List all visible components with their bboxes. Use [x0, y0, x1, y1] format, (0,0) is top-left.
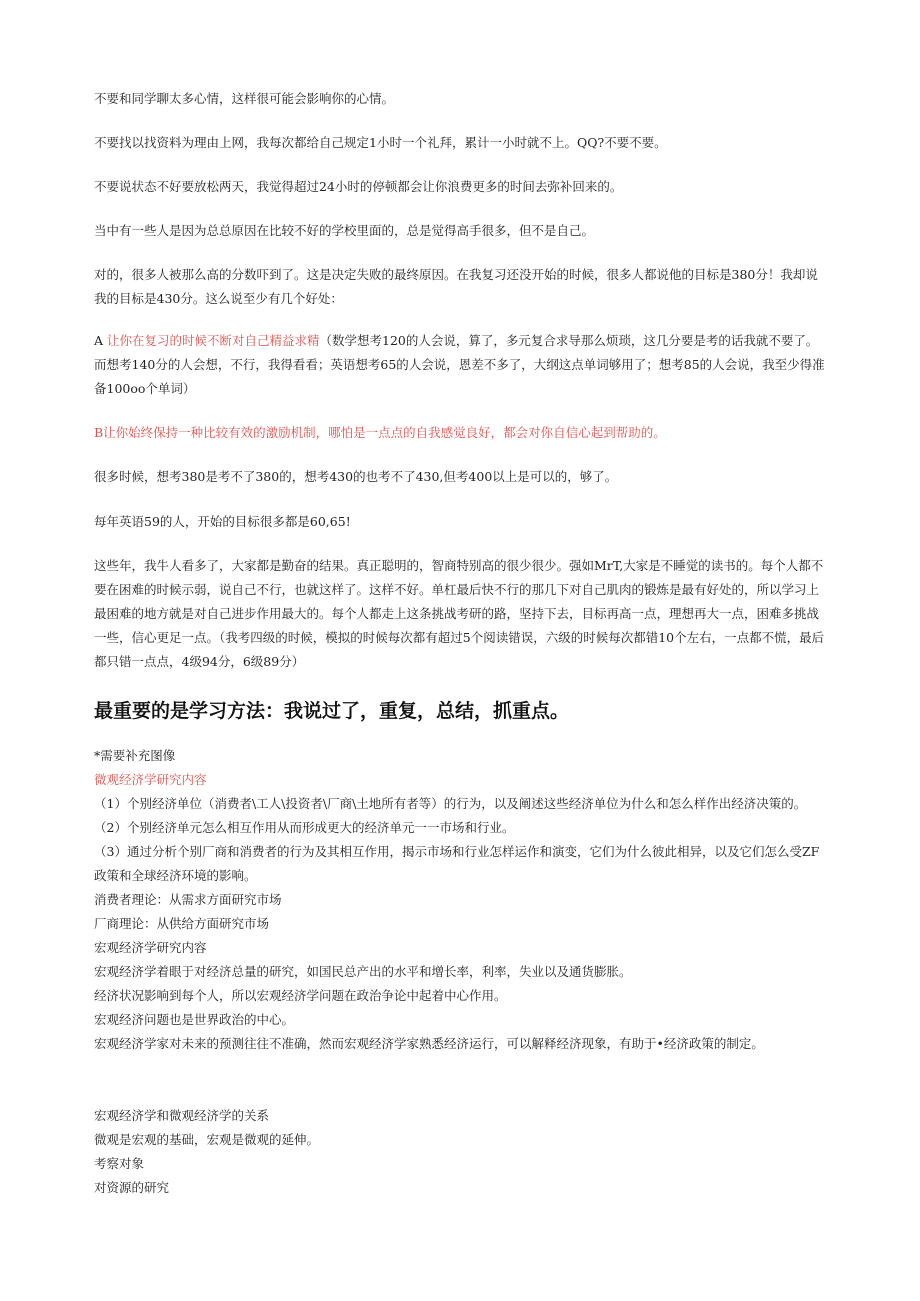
paragraph-english: 每年英语59的人，开始的目标很多都是60,65!: [94, 514, 351, 529]
macro-item-2: 经济状况影响到每个人，所以宏观经济学问题在政治争论中起着中心作用。: [94, 988, 507, 1003]
paragraph-380-430: 很多时候，想考380是考不了380的，想考430的也考不了430,但考400以上是可以的，够了。: [94, 469, 618, 484]
firm-theory: 厂商理论：从供给方面研究市场: [94, 916, 270, 931]
point-a-highlight: 让你在复习的时候不断对自己精益求精: [107, 333, 320, 348]
point-a-detail: （数学想考120的人会说，算了，多元复合求导那么烦琐，这几分要是考的话我就不要了。而想考140分的人会想，不行，我得看看；英语想考65的人会说，恩差不多了，大纲这点单词够用了；想考85的人会说，我至少得准备100oo个单词）: [94, 333, 825, 396]
relation-item-1: 微观是宏观的基础，宏观是微观的延伸。: [94, 1132, 320, 1147]
micro-item-3: （3）通过分析个别厂商和消费者的行为及其相互作用，揭示市场和行业怎样运作和演变，它们为什么彼此相异，以及它们怎么受ZF政策和全球经济环境的影响。: [94, 844, 820, 883]
point-a-marker: A: [94, 333, 104, 348]
paragraph-school: 当中有一些人是因为总总原因在比较不好的学校里面的，总是觉得高手很多，但不是自己。: [94, 223, 595, 238]
object-label: 考察对象: [94, 1156, 145, 1171]
note-supplement: *需要补充图像: [94, 748, 176, 763]
paragraph-rest: 不要说状态不好要放松两天，我觉得超过24小时的停顿都会让你浪费更多的时间去弥补回来的。: [94, 179, 623, 194]
resources-label: 对资源的研究: [94, 1180, 170, 1195]
notes-section: [94, 744, 830, 1056]
section-heading: 最重要的是学习方法：我说过了，重复，总结，抓重点。: [94, 700, 570, 722]
consumer-theory: 消费者理论：从需求方面研究市场: [94, 892, 282, 907]
paragraph-chat: 不要和同学聊太多心情，这样很可能会影响你的心情。: [94, 91, 395, 106]
micro-title: 微观经济学研究内容: [94, 772, 207, 787]
paragraph-diligence: 这些年，我牛人看多了，大家都是勤奋的结果。真正聪明的，智商特别高的很少很少。强如MrT,大家是不睡觉的读书的。每个人都不要在困难的时候示弱，说自己不行，也就这样了。这样不好。单杠最后快不行的那几下对自己肌肉的锻炼是最有好处的，所以学习上最困难的地方就是对自己进步作用最大的。每个人都走上这条挑战考研的路，坚持下去，目标再高一点，理想再大一点，困难多挑战一些，信心更足一点。（我考四级的时候，模拟的时候每次都有超过5个阅读错误，六级的时候每次都错10个左右，一点都不慌，最后都只错一点点，4级94分，6级89分）: [94, 558, 825, 669]
micro-item-2: （2）个别经济单元怎么相互作用从而形成更大的经济单元一一市场和行业。: [94, 820, 515, 835]
relation-title: 宏观经济学和微观经济学的关系: [94, 1108, 270, 1123]
macro-item-1: 宏观经济学着眼于对经济总量的研究，如国民总产出的水平和增长率，利率，失业以及通货膨胀。: [94, 964, 632, 979]
macro-item-4: 宏观经济学家对未来的预测往往不准确，然而宏观经济学家熟悉经济运行，可以解释经济现象，有助于•经济政策的制定。: [94, 1036, 764, 1051]
paragraph-point-b: B让你始终保持一种比较有效的激励机制，哪怕是一点点的自我感觉良好，都会对你自信心起到帮助的。: [94, 425, 666, 440]
paragraph-point-a: [94, 329, 830, 401]
paragraph-internet: 不要找以找资料为理由上网，我每次都给自己规定1小时一个礼拜，累计一小时就不上。QQ?不要不要。: [94, 135, 667, 150]
micro-item-1: （1）个别经济单位（消费者\工人\投资者\厂商\土地所有者等）的行为，以及阐述这些经济单位为什么和怎么样作出经济决策的。: [94, 796, 807, 811]
relation-section: [94, 1104, 830, 1200]
macro-item-3: 宏观经济问题也是世界政治的中心。: [94, 1012, 295, 1027]
macro-title: 宏观经济学研究内容: [94, 940, 207, 955]
paragraph-target: 对的，很多人被那么高的分数吓到了。这是决定失败的最终原因。在我复习还没开始的时候，很多人都说他的目标是380分！我却说我的目标是430分。这么说至少有几个好处：: [94, 267, 818, 306]
